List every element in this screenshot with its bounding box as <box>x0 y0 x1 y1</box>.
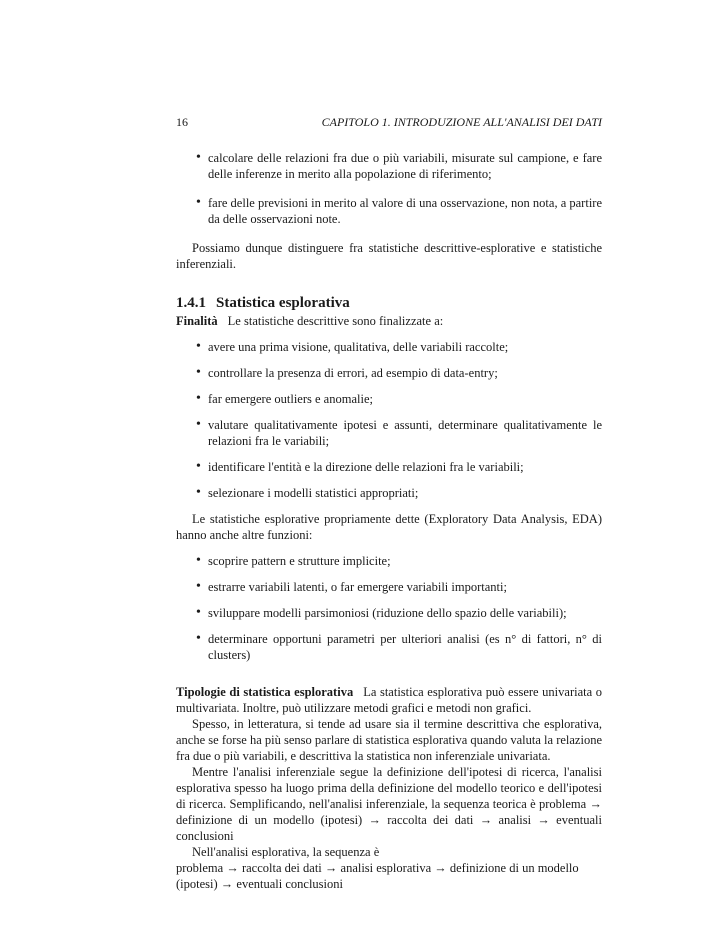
running-title: CAPITOLO 1. INTRODUZIONE ALL'ANALISI DEI DATI <box>321 115 602 129</box>
section-heading <box>176 294 602 313</box>
paragraph: Spesso, in letteratura, si tende ad usare sia il termine descrittiva che esplorativa, anche se forse ha più senso parlare di statistica esplorativa quando valuta la relazione fra due o più variabili, e descrittiva la statistica non inferenziale univariata. <box>176 717 602 763</box>
paragraph-text: La statistica esplorativa può essere univariata o multivariata. Inoltre, può utilizzare metodi grafici e metodi non grafici. <box>176 685 602 715</box>
list-item: • scoprire pattern e strutture implicite; <box>176 553 602 569</box>
list-item: • avere una prima visione, qualitativa, delle variabili raccolte; <box>176 339 602 355</box>
page-header <box>176 114 602 130</box>
finalita-paragraph <box>176 313 602 329</box>
paragraph: Nell'analisi esplorativa, la sequenza è <box>192 845 380 859</box>
section-number: 1.4.1 <box>176 295 206 311</box>
list-item: • calcolare delle relazioni fra due o più variabili, misurate sul campione, e fare delle inferenze in merito alla popolazione di riferimento; <box>176 150 602 182</box>
paragraph-heading: Tipologie di statistica esplorativa <box>176 685 354 699</box>
list-item: • far emergere outliers e anomalie; <box>176 391 602 407</box>
paragraph-heading: Finalità <box>176 314 218 328</box>
list-item: • identificare l'entità e la direzione delle relazioni fra le variabili; <box>176 459 602 475</box>
intro-list <box>176 150 602 227</box>
finalita-list <box>176 339 602 501</box>
list-item: • sviluppare modelli parsimoniosi (riduzione dello spazio delle variabili); <box>176 605 602 621</box>
page-body <box>176 150 602 892</box>
list-item: • estrarre variabili latenti, o far emergere variabili importanti; <box>176 579 602 595</box>
paragraph-text: Le statistiche descrittive sono finalizzate a: <box>227 314 444 328</box>
list-item: • determinare opportuni parametri per ulteriori analisi (es n° di fattori, n° di clusters) <box>176 631 602 663</box>
eda-list <box>176 553 602 663</box>
paragraph: Possiamo dunque distinguere fra statistiche descrittive-esplorative e statistiche inferenziali. <box>176 241 602 271</box>
paragraph: Mentre l'analisi inferenziale segue la definizione dell'ipotesi di ricerca, l'analisi esplorativa spesso ha luogo prima della definizione del modello teorico e dell'ipotesi di ricerca. Semplificando, nell'analisi inferenziale, la sequenza teorica è problema → definizione di un modello (ipotesi) → raccolta dei dati → analisi → eventuali conclusioni <box>176 765 602 843</box>
tipologie-paragraph <box>176 684 602 716</box>
list-item: • selezionare i modelli statistici appropriati; <box>176 485 602 501</box>
list-item: • controllare la presenza di errori, ad esempio di data-entry; <box>176 365 602 381</box>
paragraph: problema → raccolta dei dati → analisi esplorativa → definizione di un modello (ipotesi) → eventuali conclusioni <box>176 861 579 891</box>
page-number: 16 <box>176 115 188 129</box>
paragraph: Le statistiche esplorative propriamente dette (Exploratory Data Analysis, EDA) hanno anche altre funzioni: <box>176 512 602 542</box>
list-item: • valutare qualitativamente ipotesi e assunti, determinare qualitativamente le relazioni fra le variabili; <box>176 417 602 449</box>
list-item: • fare delle previsioni in merito al valore di una osservazione, non nota, a partire da delle osservazioni note. <box>176 195 602 227</box>
section-title: Statistica esplorativa <box>216 295 350 311</box>
